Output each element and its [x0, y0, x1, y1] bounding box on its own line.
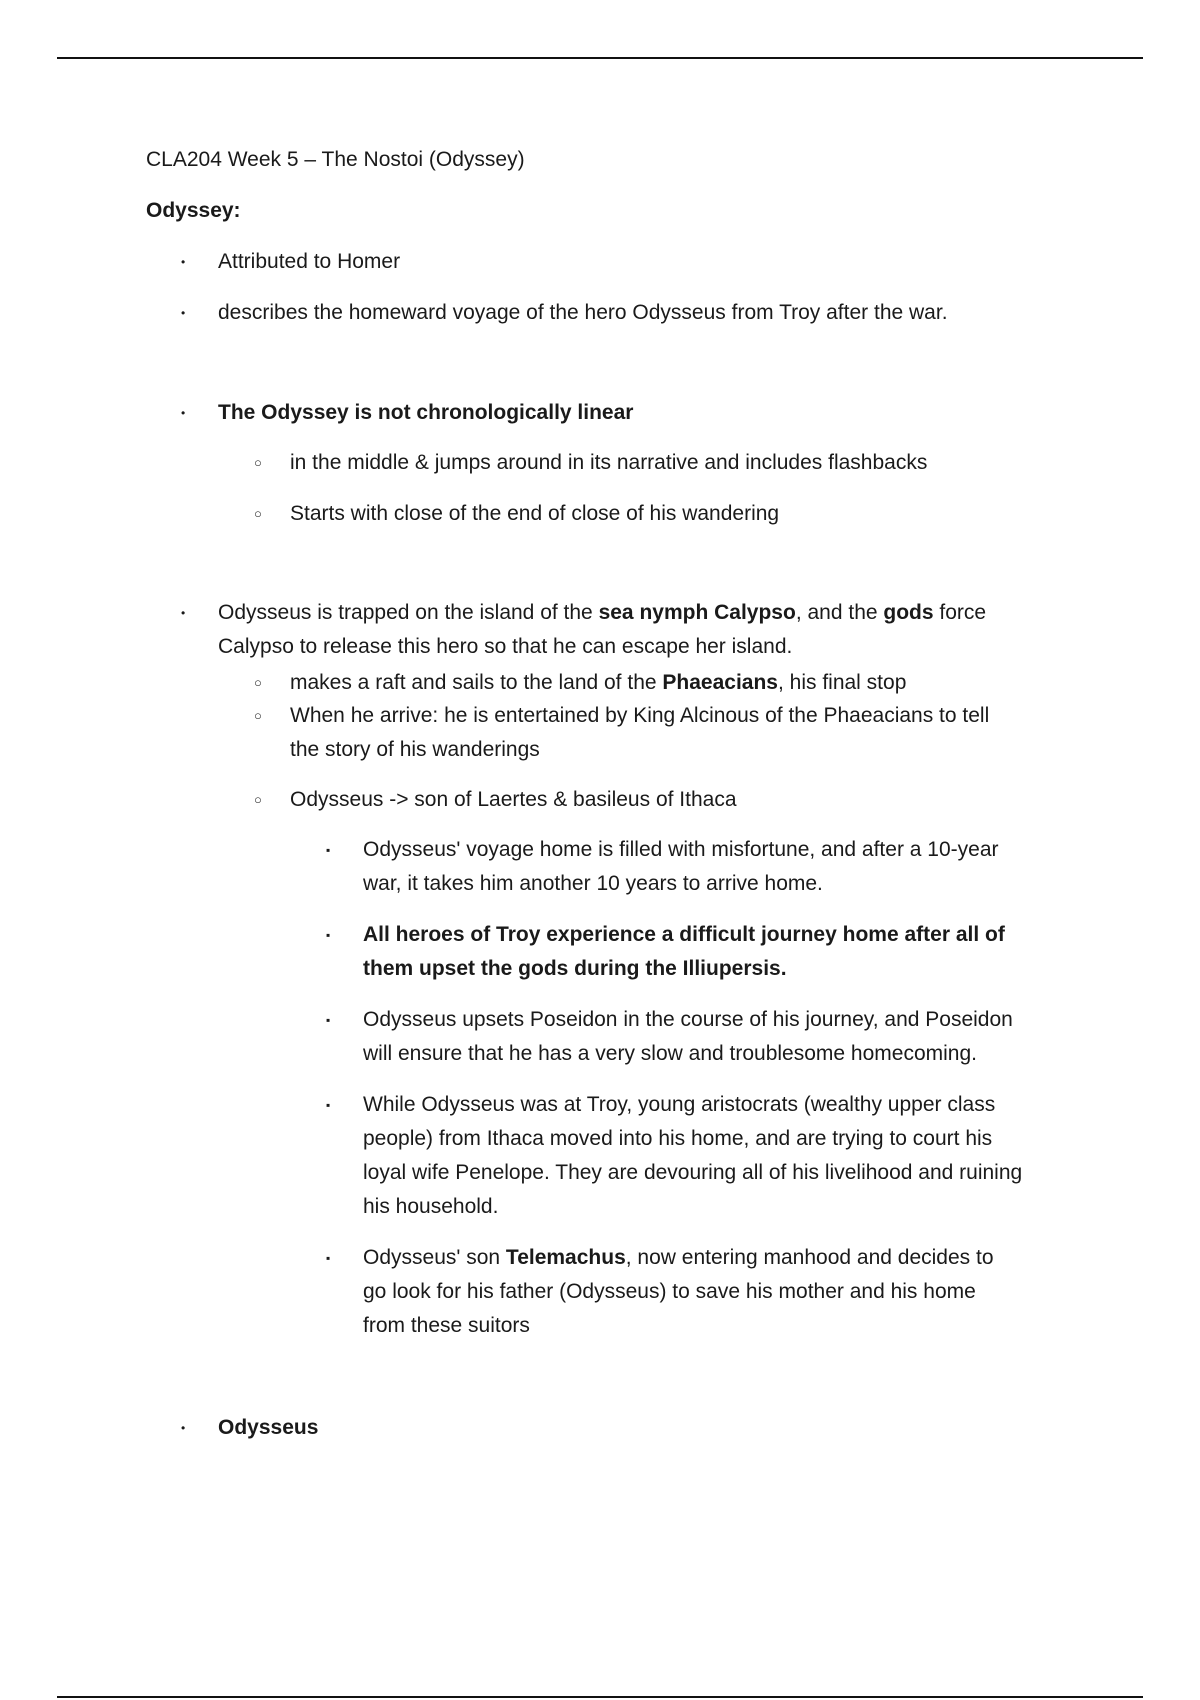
list-item: Odysseus [218, 1416, 319, 1439]
nested-list-item-continuation: them upset the gods during the Illiupersis. [363, 957, 787, 980]
sub-bullet-marker: ○ [254, 708, 262, 723]
text-run: makes a raft and sails to the land of the [290, 671, 663, 694]
bullet-marker: • [181, 306, 186, 320]
square-bullet-marker: ▪ [326, 1251, 331, 1265]
nested-list-item-continuation: his household. [363, 1195, 499, 1218]
nested-list-item-continuation: go look for his father (Odysseus) to save his mother and his home [363, 1280, 976, 1303]
document-title: CLA204 Week 5 – The Nostoi (Odyssey) [146, 148, 525, 171]
nested-list-item: Odysseus' voyage home is filled with misfortune, and after a 10-year [363, 838, 999, 861]
section-heading: Odyssey: [146, 199, 241, 222]
bullet-marker: • [181, 406, 186, 420]
square-bullet-marker: ▪ [326, 1098, 331, 1112]
list-item: Attributed to Homer [218, 250, 401, 273]
sub-bullet-marker: ○ [254, 792, 262, 807]
top-rule [57, 57, 1143, 59]
nested-list-item: All heroes of Troy experience a difficult journey home after all of [363, 923, 1005, 946]
sub-list-item: Starts with close of the end of close of his wandering [290, 502, 780, 525]
square-bullet-marker: ▪ [326, 843, 331, 857]
nested-list-item-continuation: will ensure that he has a very slow and troublesome homecoming. [363, 1042, 977, 1065]
sub-bullet-marker: ○ [254, 675, 262, 690]
list-item: describes the homeward voyage of the hero Odysseus from Troy after the war. [218, 301, 948, 324]
nested-list-item: Odysseus upsets Poseidon in the course of his journey, and Poseidon [363, 1008, 1013, 1031]
sub-bullet-marker: ○ [254, 455, 262, 470]
nested-list-item-continuation: from these suitors [363, 1314, 530, 1337]
sub-list-item: in the middle & jumps around in its narrative and includes flashbacks [290, 451, 928, 474]
nested-list-item [363, 1241, 994, 1275]
text-run-bold: Telemachus [505, 1246, 626, 1269]
text-run: , now entering manhood and decides to [625, 1246, 994, 1269]
sub-list-item: Odysseus -> son of Laertes & basileus of Ithaca [290, 788, 737, 811]
nested-list-item-continuation: loyal wife Penelope. They are devouring all of his livelihood and ruining [363, 1161, 1023, 1184]
nested-list-item-continuation: war, it takes him another 10 years to arrive home. [363, 872, 823, 895]
bullet-marker: • [181, 1421, 186, 1435]
text-run-bold: gods [883, 601, 934, 624]
sub-bullet-marker: ○ [254, 506, 262, 521]
bottom-rule [57, 1696, 1143, 1698]
bullet-marker: • [181, 606, 186, 620]
list-item-continuation: Calypso to release this hero so that he can escape her island. [218, 635, 793, 658]
text-run: , and the [795, 601, 884, 624]
nested-list-item: While Odysseus was at Troy, young aristocrats (wealthy upper class [363, 1093, 996, 1116]
sub-list-item-continuation: the story of his wanderings [290, 738, 540, 761]
list-item [218, 596, 986, 630]
text-run: , his final stop [777, 671, 907, 694]
sub-list-item: When he arrive: he is entertained by King Alcinous of the Phaeacians to tell [290, 704, 990, 727]
sub-list-item [290, 666, 906, 700]
text-run-bold: sea nymph Calypso [598, 601, 796, 624]
list-item: The Odyssey is not chronologically linear [218, 401, 634, 424]
square-bullet-marker: ▪ [326, 1013, 331, 1027]
text-run: Odysseus' son [363, 1246, 506, 1269]
square-bullet-marker: ▪ [326, 928, 331, 942]
text-run-bold: Phaeacians [662, 671, 778, 694]
bullet-marker: • [181, 255, 186, 269]
text-run: force [933, 601, 987, 624]
text-run: Odysseus is trapped on the island of the [218, 601, 599, 624]
nested-list-item-continuation: people) from Ithaca moved into his home, and are trying to court his [363, 1127, 993, 1150]
